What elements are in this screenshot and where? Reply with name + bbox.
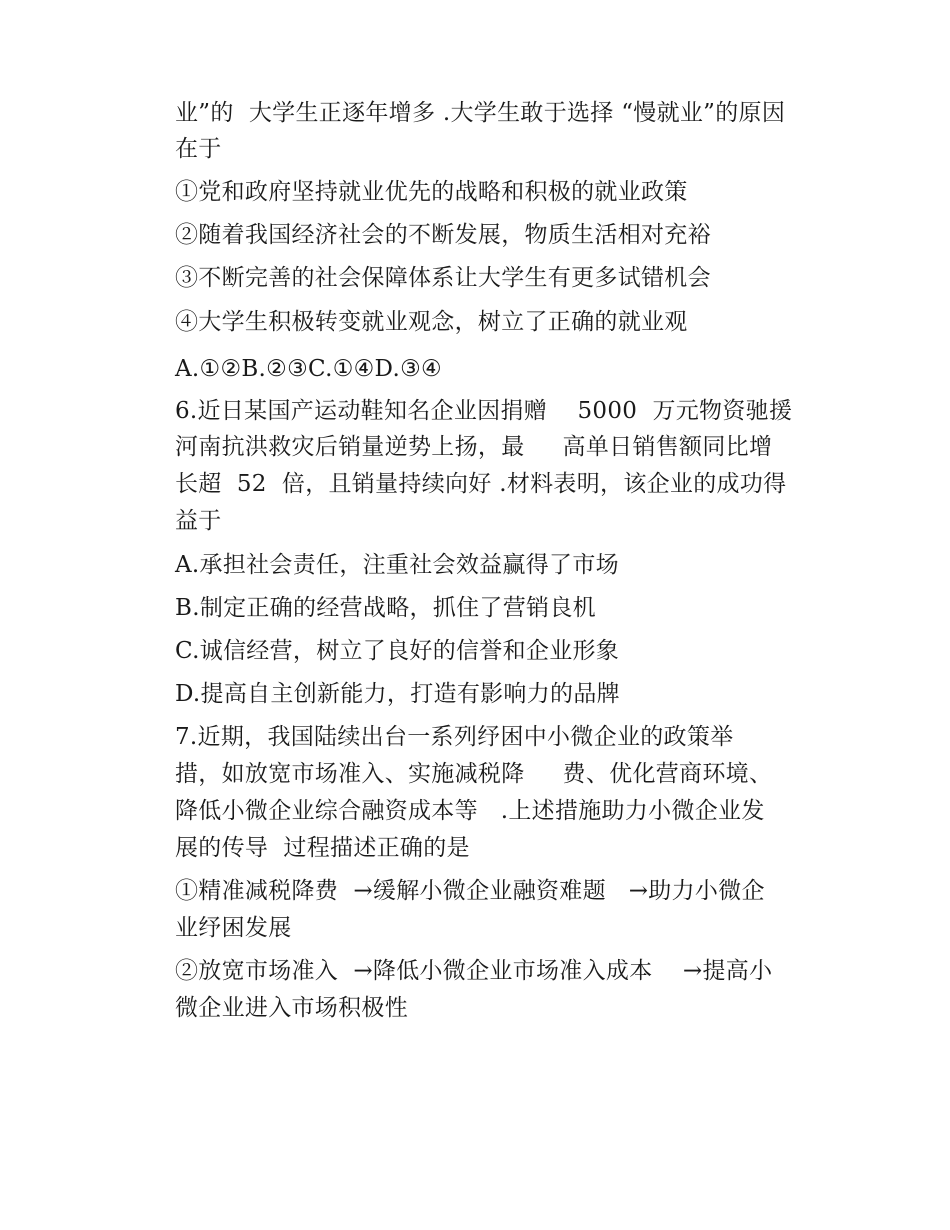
- q5-option-4: ④大学生积极转变就业观念，树立了正确的就业观: [175, 309, 688, 335]
- q5-stem-line-2: 在于: [175, 136, 222, 162]
- q6-option-b: B.制定正确的经营战略，抓住了营销良机: [175, 595, 596, 621]
- q6-stem-line-4: 益于: [175, 508, 222, 534]
- q6-stem-line-2: 河南抗洪救灾后销量逆势上扬，最 高单日销售额同比增: [175, 434, 773, 460]
- q7-item-2-line-2: 微企业进入市场积极性: [175, 995, 408, 1021]
- q7-stem-line-3: 降低小微企业综合融资成本等 .上述措施助力小微企业发: [175, 798, 765, 824]
- q7-stem-line-4: 展的传导 过程描述正确的是: [175, 835, 470, 861]
- q5-option-1: ①党和政府坚持就业优先的战略和积极的就业政策: [175, 179, 688, 205]
- q6-stem-line-1: 6.近日某国产运动鞋知名企业因捐赠 5000 万元物资驰援: [175, 398, 793, 424]
- q6-option-a: A.承担社会责任，注重社会效益赢得了市场: [175, 552, 619, 578]
- q7-stem-line-2: 措，如放宽市场准入、实施减税降 费、优化营商环境、: [175, 761, 773, 787]
- q5-option-3: ③不断完善的社会保障体系让大学生有更多试错机会: [175, 265, 711, 291]
- q7-item-1-line-2: 业纾困发展: [175, 915, 292, 941]
- q5-stem-line-1: 业”的 大学生正逐年增多 .大学生敢于选择 “慢就业”的原因: [175, 100, 786, 126]
- q5-option-2: ②随着我国经济社会的不断发展，物质生活相对充裕: [175, 222, 711, 248]
- q7-stem-line-1: 7.近期，我国陆续出台一系列纾困中小微企业的政策举: [175, 724, 734, 750]
- q6-option-d: D.提高自主创新能力，打造有影响力的品牌: [175, 681, 620, 707]
- q7-item-2-line-1: ②放宽市场准入 →降低小微企业市场准入成本 →提高小: [175, 958, 773, 984]
- q6-stem-line-3: 长超 52 倍，且销量持续向好 .材料表明，该企业的成功得: [175, 471, 787, 497]
- q5-answer-choices: A.①②B.②③C.①④D.③④: [175, 356, 442, 382]
- q7-item-1-line-1: ①精准减税降费 →缓解小微企业融资难题 →助力小微企: [175, 878, 765, 904]
- q6-option-c: C.诚信经营，树立了良好的信誉和企业形象: [175, 638, 620, 664]
